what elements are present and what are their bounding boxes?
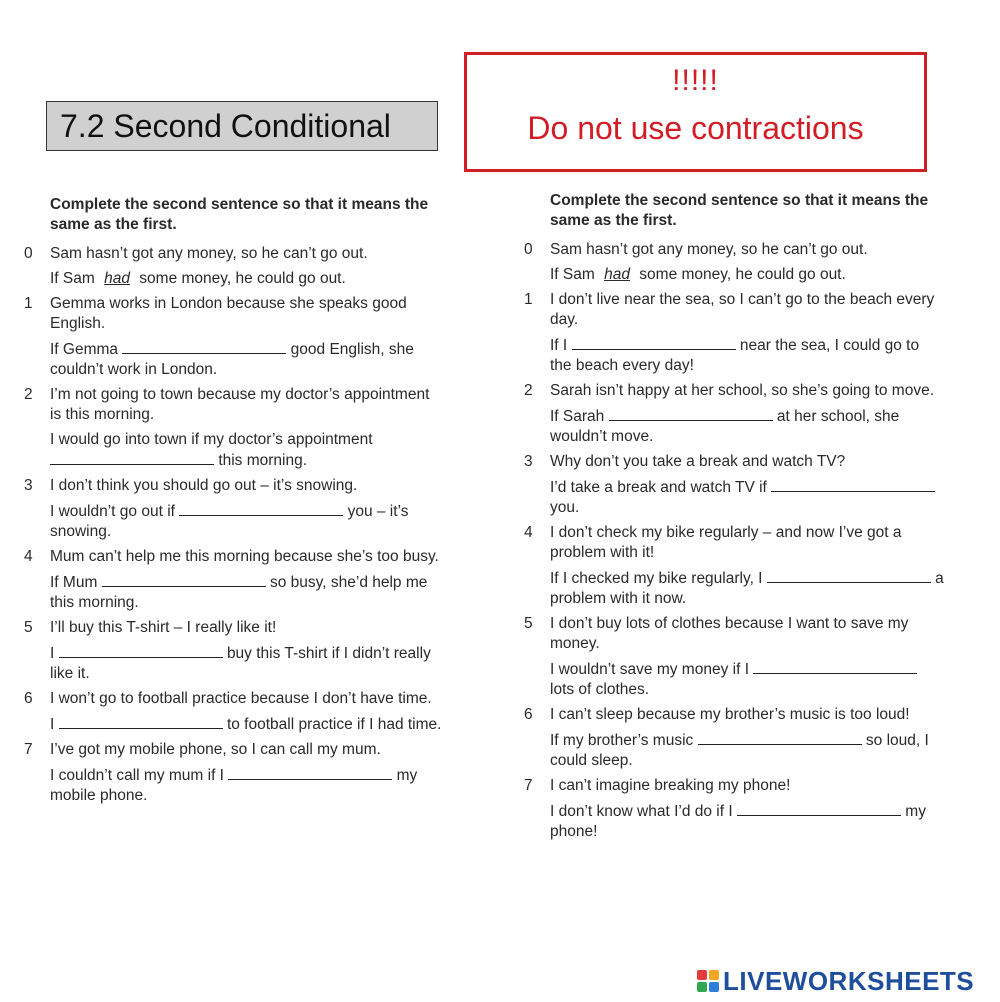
answer-blank-input[interactable] <box>102 572 266 587</box>
answer-tail: some money, he could go out. <box>639 266 846 283</box>
answer-lead: I don’t know what I’d do if I <box>550 803 733 820</box>
answer-sentence <box>550 406 944 447</box>
answer-sentence <box>50 572 444 613</box>
answer-blank-input[interactable] <box>609 406 773 421</box>
brand-name: LIVEWORKSHEETS <box>723 965 975 996</box>
answer-blank-input[interactable] <box>698 730 862 745</box>
liveworksheets-logo-icon <box>697 970 719 992</box>
item-number: 3 <box>524 453 533 470</box>
answer-sentence <box>550 335 944 376</box>
item-number: 7 <box>524 777 533 794</box>
source-sentence: Gemma works in London because she speaks good English. <box>50 295 407 332</box>
answer-lead: I wouldn’t save my money if I <box>550 661 749 678</box>
exercise-item <box>524 290 944 376</box>
answer-tail: a problem with it now. <box>550 570 944 607</box>
instructions: Complete the second sentence so that it means the same as the first. <box>50 196 429 233</box>
answer-lead: If Sam <box>550 266 595 283</box>
exercise-item <box>524 452 944 518</box>
item-number: 3 <box>24 477 33 494</box>
answer-blank-input[interactable] <box>753 659 917 674</box>
answer-lead: If Mum <box>50 574 98 591</box>
answer-tail: buy this T-shirt if I didn’t really like it. <box>50 645 431 682</box>
item-number: 1 <box>524 291 533 308</box>
answer-sentence <box>50 430 444 471</box>
answer-tail: some money, he could go out. <box>139 270 346 287</box>
answer-sentence <box>50 339 444 380</box>
instructions: Complete the second sentence so that it means the same as the first. <box>550 192 929 229</box>
source-sentence: Mum can’t help me this morning because she’s too busy. <box>50 548 439 565</box>
exercise-item <box>24 547 444 613</box>
answer-sentence <box>550 659 944 700</box>
answer-blank-input[interactable] <box>179 501 343 516</box>
left-exercise-column <box>24 195 444 811</box>
item-number: 5 <box>24 619 33 636</box>
item-number: 6 <box>524 706 533 723</box>
item-number: 7 <box>24 741 33 758</box>
exercise-item <box>524 240 944 285</box>
page-title: 7.2 Second Conditional <box>46 101 438 151</box>
item-number: 0 <box>524 241 533 258</box>
item-number: 6 <box>24 690 33 707</box>
right-exercise-column <box>524 191 944 847</box>
item-number: 2 <box>24 386 33 403</box>
answer-blank-input[interactable] <box>572 335 736 350</box>
answer-lead: If my brother’s music <box>550 732 694 749</box>
answer-tail: so busy, she’d help me this morning. <box>50 574 428 611</box>
answer-sentence <box>550 568 944 609</box>
answer-tail: at her school, she wouldn’t move. <box>550 408 900 445</box>
source-sentence: I don’t live near the sea, so I can’t go to the beach every day. <box>550 291 935 328</box>
exercise-item <box>24 385 444 471</box>
source-sentence: I can’t imagine breaking my phone! <box>550 777 791 794</box>
answer-sentence <box>50 765 444 806</box>
example-answer: had <box>104 270 130 287</box>
item-number: 4 <box>524 524 533 541</box>
exercise-item <box>24 294 444 380</box>
answer-sentence <box>50 269 444 289</box>
source-sentence: I’m not going to town because my doctor’s appointment is this morning. <box>50 386 430 423</box>
exercise-item <box>524 705 944 771</box>
answer-sentence <box>50 714 444 735</box>
answer-tail: near the sea, I could go to the beach every day! <box>550 337 920 374</box>
item-number: 2 <box>524 382 533 399</box>
answer-lead: If Gemma <box>50 341 119 358</box>
answer-blank-input[interactable] <box>59 643 223 658</box>
answer-sentence <box>50 501 444 542</box>
source-sentence: Sam hasn’t got any money, so he can’t go out. <box>50 245 368 262</box>
item-number: 1 <box>24 295 33 312</box>
source-sentence: Sam hasn’t got any money, so he can’t go out. <box>550 241 868 258</box>
warning-box <box>464 52 927 172</box>
answer-tail: good English, she couldn’t work in London. <box>50 341 414 378</box>
exercise-item <box>24 689 444 735</box>
answer-lead: If Sam <box>50 270 95 287</box>
answer-lead: If I <box>550 337 568 354</box>
exercise-item <box>524 614 944 700</box>
item-number: 5 <box>524 615 533 632</box>
answer-tail: lots of clothes. <box>550 681 650 698</box>
source-sentence: I don’t buy lots of clothes because I want to save my money. <box>550 615 909 652</box>
answer-lead: I <box>50 716 55 733</box>
answer-blank-input[interactable] <box>767 568 931 583</box>
source-sentence: I can’t sleep because my brother’s music is too loud! <box>550 706 910 723</box>
answer-sentence <box>550 477 944 518</box>
answer-lead: I <box>50 645 55 662</box>
answer-blank-input[interactable] <box>737 801 901 816</box>
answer-lead: I’d take a break and watch TV if <box>550 479 767 496</box>
answer-tail: to football practice if I had time. <box>226 716 442 733</box>
answer-blank-input[interactable] <box>50 450 214 465</box>
answer-tail: my phone! <box>550 803 926 840</box>
exercise-item <box>24 244 444 289</box>
answer-blank-input[interactable] <box>771 477 935 492</box>
answer-tail: my mobile phone. <box>50 767 418 804</box>
item-number: 0 <box>24 245 33 262</box>
source-sentence: I’ll buy this T-shirt – I really like it! <box>50 619 277 636</box>
example-answer: had <box>604 266 630 283</box>
exercise-item <box>24 618 444 684</box>
answer-lead: I couldn’t call my mum if I <box>50 767 224 784</box>
answer-blank-input[interactable] <box>59 714 223 729</box>
answer-tail: so loud, I could sleep. <box>550 732 929 769</box>
warning-text: Do not use contractions <box>527 110 864 146</box>
answer-lead: I wouldn’t go out if <box>50 503 175 520</box>
exercise-item <box>524 381 944 447</box>
answer-lead: If I checked my bike regularly, I <box>550 570 763 587</box>
answer-tail: you – it’s snowing. <box>50 503 409 540</box>
answer-blank-input[interactable] <box>122 339 286 354</box>
answer-lead: If Sarah <box>550 408 605 425</box>
source-sentence: I’ve got my mobile phone, so I can call my mum. <box>50 741 381 758</box>
warning-marks: !!!!! <box>672 64 719 97</box>
source-sentence: I don’t think you should go out – it’s snowing. <box>50 477 358 494</box>
source-sentence: I won’t go to football practice because I don’t have time. <box>50 690 432 707</box>
source-sentence: Sarah isn’t happy at her school, so she’s going to move. <box>550 382 934 399</box>
footer-brand <box>697 964 974 998</box>
source-sentence: I don’t check my bike regularly – and now I’ve got a problem with it! <box>550 524 902 561</box>
exercise-item <box>24 476 444 542</box>
item-number: 4 <box>24 548 33 565</box>
answer-tail: this morning. <box>218 452 308 469</box>
answer-lead: I would go into town if my doctor’s appointment <box>50 431 373 448</box>
answer-sentence <box>550 265 944 285</box>
exercise-item <box>524 523 944 609</box>
answer-sentence <box>550 730 944 771</box>
source-sentence: Why don’t you take a break and watch TV? <box>550 453 846 470</box>
answer-blank-input[interactable] <box>228 765 392 780</box>
exercise-item <box>524 776 944 842</box>
exercise-item <box>24 740 444 806</box>
answer-sentence <box>50 643 444 684</box>
answer-tail: you. <box>550 499 580 516</box>
answer-sentence <box>550 801 944 842</box>
